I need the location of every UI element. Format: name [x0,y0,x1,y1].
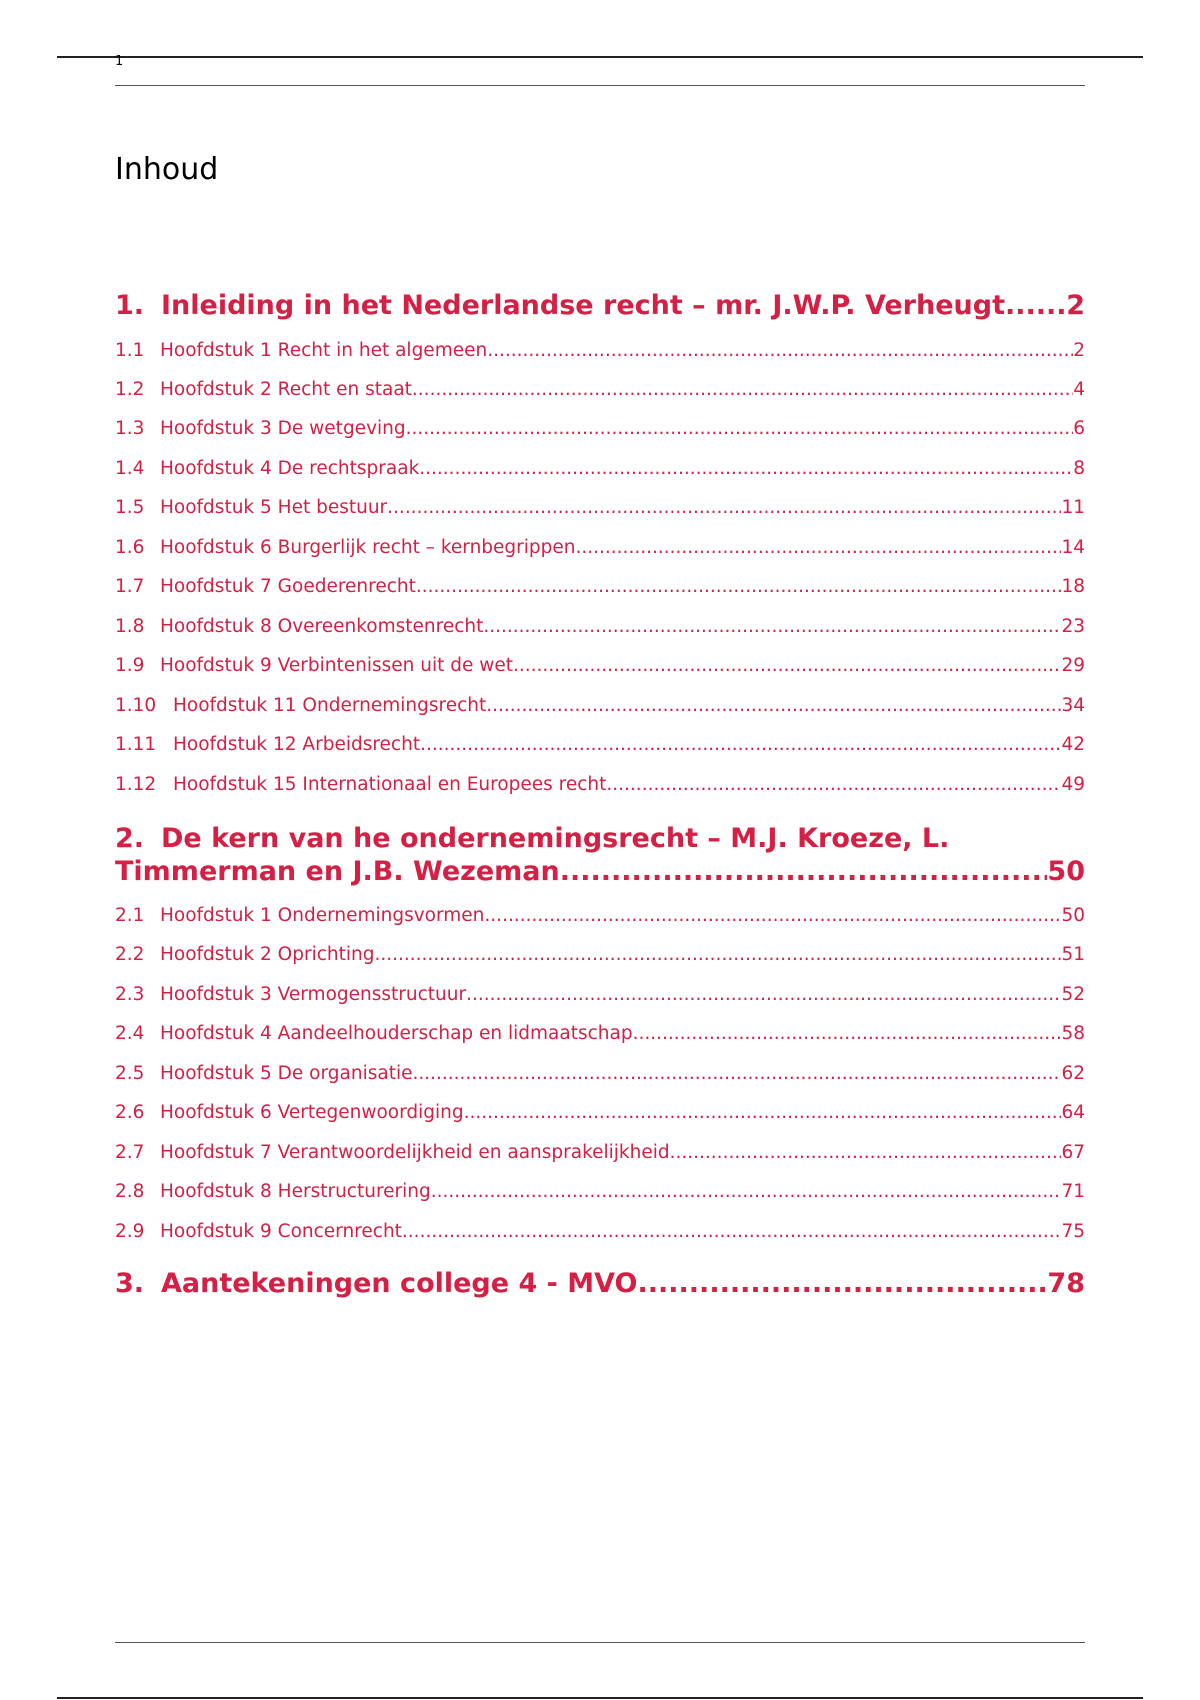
toc-section-2[interactable] [115,822,1085,888]
footer-rule [115,1642,1085,1643]
toc-item-1-9[interactable] [115,655,1085,676]
dot-leader [464,1102,1062,1123]
toc-item-title: Hoofdstuk 7 Verantwoordelijkheid en aansprakelijkheid [160,1142,670,1163]
toc-item-title: Hoofdstuk 1 Recht in het algemeen [160,340,488,361]
toc-page-number: 78 [1047,1268,1085,1299]
toc-item-number: 1.9 [115,655,145,676]
toc-item-title: Hoofdstuk 2 Recht en staat [160,379,412,400]
toc-section-number: 1. [115,290,145,321]
toc-item-1-3[interactable] [115,418,1085,439]
toc-item-number: 1.1 [115,340,145,361]
toc-item-1-5[interactable] [115,497,1085,518]
toc-item-1-7[interactable] [115,576,1085,597]
toc-item-1-8[interactable] [115,616,1085,637]
toc-page-number: 18 [1061,576,1085,597]
toc-item-number: 1.2 [115,379,145,400]
toc-item-1-2[interactable] [115,379,1085,400]
toc-section-title: De kern van he ondernemingsrecht – M.J. Kroeze, L. [161,823,950,854]
toc-item-2-5[interactable] [115,1063,1085,1084]
dot-leader [487,340,1073,361]
toc-section-title: Inleiding in het Nederlandse recht – mr. J.W.P. Verheugt [161,290,1005,321]
toc-item-1-1[interactable] [115,340,1085,361]
toc-page-number: 52 [1061,984,1085,1005]
toc-page-number: 11 [1061,497,1085,518]
dot-leader [374,944,1061,965]
toc-page-number: 51 [1061,944,1085,965]
toc-section-number: 2. [115,823,145,854]
toc-section-title-line2 [115,855,1085,888]
toc-page-number: 62 [1061,1063,1085,1084]
toc-item-number: 2.5 [115,1063,145,1084]
toc-item-2-1[interactable] [115,905,1085,926]
toc-page-number: 75 [1061,1221,1085,1242]
toc-page-number: 50 [1061,905,1085,926]
toc-item-number: 1.3 [115,418,145,439]
toc-item-title: Hoofdstuk 6 Burgerlijk recht – kernbegrippen [160,537,576,558]
toc-page-number: 4 [1073,379,1085,400]
toc-item-title: Hoofdstuk 15 Internationaal en Europees recht [173,774,607,795]
toc-item-number: 1.7 [115,576,145,597]
toc-item-title: Hoofdstuk 5 Het bestuur [160,497,388,518]
dot-leader [560,855,1048,888]
toc-item-2-2[interactable] [115,944,1085,965]
bottom-border-line [57,1697,1143,1699]
toc-page-number: 23 [1061,616,1085,637]
toc-item-number: 2.8 [115,1181,145,1202]
toc-page-number: 29 [1061,655,1085,676]
toc-item-1-12[interactable] [115,774,1085,795]
toc-item-2-3[interactable] [115,984,1085,1005]
dot-leader [606,774,1061,795]
toc-item-2-8[interactable] [115,1181,1085,1202]
toc-item-1-10[interactable] [115,695,1085,716]
toc-item-number: 2.3 [115,984,145,1005]
toc-item-title: Hoofdstuk 3 Vermogensstructuur [160,984,467,1005]
toc-item-title: Hoofdstuk 9 Concernrecht [160,1221,402,1242]
top-border-line [57,56,1143,58]
toc-section-1[interactable] [115,290,1085,321]
toc-page-number: 42 [1061,734,1085,755]
toc-heading: Inhoud [115,152,219,187]
dot-leader [483,616,1061,637]
dot-leader [576,537,1062,558]
dot-leader [1005,290,1066,321]
dot-leader [419,458,1073,479]
toc-item-2-9[interactable] [115,1221,1085,1242]
toc-item-number: 1.8 [115,616,145,637]
toc-page-number: 64 [1061,1102,1085,1123]
dot-leader [420,734,1061,755]
toc-item-title: Hoofdstuk 12 Arbeidsrecht [173,734,421,755]
toc-item-1-4[interactable] [115,458,1085,479]
dot-leader [387,497,1061,518]
dot-leader [431,1181,1062,1202]
dot-leader [466,984,1061,1005]
toc-item-number: 1.6 [115,537,145,558]
toc-item-number: 2.6 [115,1102,145,1123]
toc-item-title: Hoofdstuk 5 De organisatie [160,1063,413,1084]
toc-page-number: 8 [1073,458,1085,479]
dot-leader [638,1268,1048,1299]
toc-item-number: 1.11 [115,734,157,755]
toc-item-title: Hoofdstuk 9 Verbintenissen uit de wet [160,655,514,676]
toc-item-1-11[interactable] [115,734,1085,755]
toc-page-number: 14 [1061,537,1085,558]
toc-item-title: Hoofdstuk 11 Ondernemingsrecht [173,695,487,716]
toc-item-1-6[interactable] [115,537,1085,558]
toc-item-title: Hoofdstuk 2 Oprichting [160,944,375,965]
toc-page-number: 2 [1073,340,1085,361]
toc-page-number: 6 [1073,418,1085,439]
dot-leader [412,379,1073,400]
toc-page-number: 71 [1061,1181,1085,1202]
toc-item-number: 1.5 [115,497,145,518]
toc-section-title: Aantekeningen college 4 - MVO [161,1268,638,1299]
toc-item-title: Hoofdstuk 4 Aandeelhouderschap en lidmaatschap [160,1023,633,1044]
toc-item-title: Hoofdstuk 4 De rechtspraak [160,458,420,479]
dot-leader [486,695,1061,716]
toc-item-number: 1.12 [115,774,157,795]
toc-item-number: 2.1 [115,905,145,926]
toc-item-number: 2.9 [115,1221,145,1242]
toc-section-3[interactable] [115,1268,1085,1299]
toc-item-title: Hoofdstuk 3 De wetgeving [160,418,406,439]
toc-item-2-7[interactable] [115,1142,1085,1163]
dot-leader [670,1142,1062,1163]
toc-item-title: Hoofdstuk 8 Overeenkomstenrecht [160,616,484,637]
toc-page-number: 50 [1047,856,1085,887]
toc-item-number: 2.4 [115,1023,145,1044]
toc-section-number: 3. [115,1268,145,1299]
toc-item-2-6[interactable] [115,1102,1085,1123]
toc-page-number: 58 [1061,1023,1085,1044]
toc-item-number: 1.4 [115,458,145,479]
dot-leader [416,576,1062,597]
dot-leader [402,1221,1062,1242]
dot-leader [412,1063,1061,1084]
dot-leader [406,418,1074,439]
toc-item-title: Hoofdstuk 7 Goederenrecht [160,576,416,597]
header-rule [115,85,1085,86]
toc-item-number: 2.2 [115,944,145,965]
toc-section-title-line1 [115,822,1085,855]
toc-page-number: 34 [1061,695,1085,716]
toc-item-title: Hoofdstuk 1 Ondernemingsvormen [160,905,485,926]
dot-leader [513,655,1061,676]
toc-page-number: 67 [1061,1142,1085,1163]
toc-page-number: 2 [1066,290,1085,321]
page-number: 1 [115,54,124,69]
toc-item-title: Hoofdstuk 8 Herstructurering [160,1181,431,1202]
toc-section-title-continued: Timmerman en J.B. Wezeman [115,856,560,887]
toc-item-number: 2.7 [115,1142,145,1163]
toc-item-2-4[interactable] [115,1023,1085,1044]
dot-leader [633,1023,1062,1044]
toc-item-number: 1.10 [115,695,157,716]
dot-leader [484,905,1061,926]
toc-item-title: Hoofdstuk 6 Vertegenwoordiging [160,1102,464,1123]
toc-page-number: 49 [1061,774,1085,795]
